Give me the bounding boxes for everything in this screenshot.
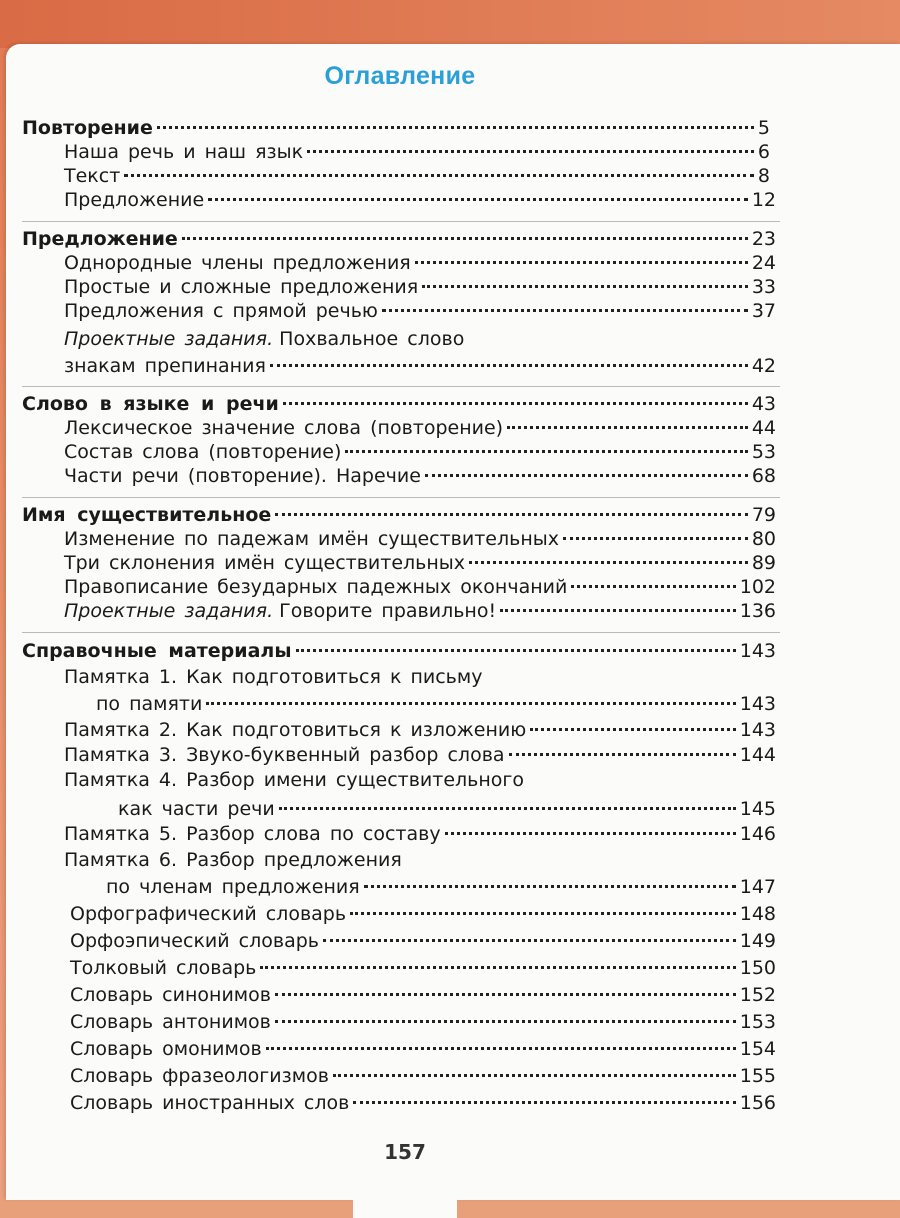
toc-page-number: 144 [739, 744, 776, 766]
toc-entry-title: Однородные члены предложения [64, 252, 411, 274]
toc-entry[interactable] [70, 1010, 776, 1034]
toc-page-number: 42 [751, 355, 776, 377]
toc-page-number: 146 [739, 823, 776, 845]
toc-entry-title: Справочные материалы [22, 640, 292, 662]
toc-entry[interactable] [64, 848, 776, 872]
toc-page-number: 53 [751, 441, 776, 463]
leader-dots [283, 402, 748, 405]
toc-entry-title: Памятка 4. Разбор имени существительного [64, 769, 525, 791]
toc-entry[interactable] [64, 718, 776, 742]
toc-entry-title: Словарь антонимов [70, 1011, 271, 1033]
section-divider [22, 386, 780, 387]
toc-entry-title: Памятка 3. Звуко-буквенный разбор слова [64, 744, 505, 766]
toc-page-number: 147 [739, 876, 776, 898]
toc-page-number: 5 [757, 117, 770, 139]
toc-entry-title: Три склонения имён существительных [64, 552, 466, 574]
toc-entry-title: Наша речь и наш язык [64, 141, 304, 163]
toc-entry-title: Памятка 1. Как подготовиться к письму [64, 666, 483, 688]
leader-dots [323, 939, 736, 942]
toc-entry-continuation[interactable] [106, 875, 776, 899]
toc-section[interactable] [22, 116, 770, 140]
leader-dots [266, 1047, 736, 1050]
toc-entry-title: знакам препинания [64, 355, 266, 377]
toc-page-number: 44 [751, 417, 776, 439]
toc-entry[interactable] [64, 440, 776, 464]
toc-entry-title: Памятка 2. Как подготовиться к изложению [64, 719, 527, 741]
section-divider [22, 497, 780, 498]
toc-entry[interactable] [64, 140, 770, 164]
toc-entry[interactable] [70, 983, 776, 1007]
leader-dots [275, 513, 748, 516]
toc-entry[interactable] [64, 527, 776, 551]
toc-entry-title: Толковый словарь [70, 957, 257, 979]
toc-page-number: 155 [739, 1065, 776, 1087]
toc-entry-title: Словарь фразеологизмов [70, 1065, 329, 1087]
leader-dots [296, 649, 736, 652]
toc-entry[interactable] [70, 1091, 776, 1115]
toc-section[interactable] [22, 639, 776, 663]
toc-entry-title: по памяти [96, 693, 203, 715]
toc-page-number: 33 [751, 276, 776, 298]
toc-page-number: 102 [739, 576, 776, 598]
toc-entry-continuation[interactable] [118, 797, 776, 821]
toc-page-number: 37 [751, 300, 776, 322]
toc-entry-italic-prefix: Проектные задания. [64, 328, 274, 350]
toc-entry[interactable] [64, 599, 776, 623]
toc-page-number: 24 [751, 252, 776, 274]
leader-dots [500, 609, 736, 612]
leader-dots [350, 912, 736, 915]
toc-entry[interactable] [64, 251, 776, 275]
toc-entry-title: Словарь иностранных слов [70, 1092, 350, 1114]
leader-dots [333, 1074, 736, 1077]
toc-entry-title: Повторение [22, 117, 153, 139]
toc-entry[interactable] [70, 929, 776, 953]
leader-dots [353, 1101, 735, 1104]
toc-entry-title: Говорите правильно! [279, 600, 497, 622]
leader-dots [124, 174, 754, 177]
toc-entry-title: Изменение по падежам имён существительных [64, 528, 559, 550]
toc-entry-title: по членам предложения [106, 876, 360, 898]
toc-entry[interactable] [64, 416, 776, 440]
toc-entry[interactable] [64, 551, 776, 575]
toc-entry[interactable] [64, 464, 776, 488]
toc-entry[interactable] [64, 354, 776, 378]
toc-entry[interactable] [64, 164, 770, 188]
toc-page-number: 150 [739, 957, 776, 979]
toc-entry[interactable] [64, 768, 776, 792]
toc-page-number: 6 [757, 141, 770, 163]
toc-page-number: 154 [739, 1038, 776, 1060]
leader-dots [270, 364, 748, 367]
toc-entry-title: Состав слова (повторение) [64, 441, 342, 463]
page-title: Оглавление [324, 62, 476, 90]
toc-page-number: 12 [751, 189, 776, 211]
toc-page-number: 143 [739, 640, 776, 662]
toc-entry-title: Словарь омонимов [70, 1038, 262, 1060]
toc-page-number: 68 [751, 465, 776, 487]
leader-dots [509, 753, 736, 756]
toc-entry[interactable] [70, 1037, 776, 1061]
toc-entry[interactable] [70, 1064, 776, 1088]
toc-entry-title: Текст [64, 165, 121, 187]
toc-entry-title: Словарь синонимов [70, 984, 271, 1006]
toc-section[interactable] [22, 503, 776, 527]
toc-entry-title: Предложение [64, 189, 205, 211]
toc-entry-title: Памятка 6. Разбор предложения [64, 849, 402, 871]
toc-entry-continuation[interactable] [96, 692, 776, 716]
toc-entry-title: Части речи (повторение). Наречие [64, 465, 421, 487]
toc-entry-title: Слово в языке и речи [22, 393, 279, 415]
toc-entry-title: Орфографический словарь [70, 903, 347, 925]
toc-page-number: 8 [757, 165, 770, 187]
leader-dots [422, 285, 748, 288]
toc-entry[interactable] [64, 743, 776, 767]
leader-dots [275, 1020, 736, 1023]
toc-entry-title: Похвальное слово [279, 328, 465, 350]
toc-page-number: 79 [751, 504, 776, 526]
toc-entry-title: Предложение [22, 228, 178, 250]
toc-entry[interactable] [64, 275, 776, 299]
leader-dots [157, 126, 754, 129]
toc-page-number: 153 [739, 1011, 776, 1033]
toc-page-number: 148 [739, 903, 776, 925]
leader-dots [182, 237, 748, 240]
leader-dots [260, 966, 735, 969]
leader-dots [382, 309, 748, 312]
toc-entry[interactable] [64, 822, 776, 846]
leader-dots [425, 474, 748, 477]
leader-dots [469, 561, 748, 564]
toc-page-number: 136 [739, 600, 776, 622]
toc-page-number: 43 [751, 393, 776, 415]
leader-dots [279, 807, 736, 810]
toc-entry-title: Простые и сложные предложения [64, 276, 419, 298]
toc-entry-title: Лексическое значение слова (повторение) [64, 417, 504, 439]
leader-dots [530, 728, 735, 731]
leader-dots [275, 993, 736, 996]
toc-entry-title: Орфоэпический словарь [70, 930, 319, 952]
toc-entry[interactable] [70, 956, 776, 980]
toc-page-number: 80 [751, 528, 776, 550]
toc-page-number: 143 [739, 719, 776, 741]
toc-entry-title: как части речи [118, 798, 275, 820]
leader-dots [445, 832, 736, 835]
toc-entry-title: Правописание безударных падежных окончаний [64, 576, 568, 598]
section-divider [22, 221, 780, 222]
toc-entry[interactable] [64, 665, 776, 689]
toc-page-number: 23 [751, 228, 776, 250]
toc-entry[interactable] [64, 575, 776, 599]
leader-dots [507, 426, 748, 429]
leader-dots [307, 150, 754, 153]
leader-dots [563, 537, 748, 540]
leader-dots [345, 450, 747, 453]
toc-entry[interactable] [64, 327, 776, 351]
page-number: 157 [384, 1140, 426, 1164]
leader-dots [206, 702, 735, 705]
toc-page-number: 149 [739, 930, 776, 952]
toc-page-number: 89 [751, 552, 776, 574]
toc-entry[interactable] [64, 299, 776, 323]
leader-dots [415, 261, 748, 264]
leader-dots [364, 885, 736, 888]
toc-entry[interactable] [70, 902, 776, 926]
leader-dots [571, 585, 735, 588]
section-divider [22, 632, 780, 633]
toc-entry-title: Предложения с прямой речью [64, 300, 378, 322]
toc-page-number: 143 [739, 693, 776, 715]
toc-section[interactable] [22, 227, 776, 251]
toc-entry-italic-prefix: Проектные задания. [64, 600, 274, 622]
toc-page-number: 152 [739, 984, 776, 1006]
toc-section[interactable] [22, 392, 776, 416]
toc-entry[interactable] [64, 188, 776, 212]
toc-entry-title: Памятка 5. Разбор слова по составу [64, 823, 441, 845]
leader-dots [208, 198, 748, 201]
toc-page-number: 156 [739, 1092, 776, 1114]
toc-page-number: 145 [739, 798, 776, 820]
toc-entry-title: Имя существительное [22, 504, 272, 526]
